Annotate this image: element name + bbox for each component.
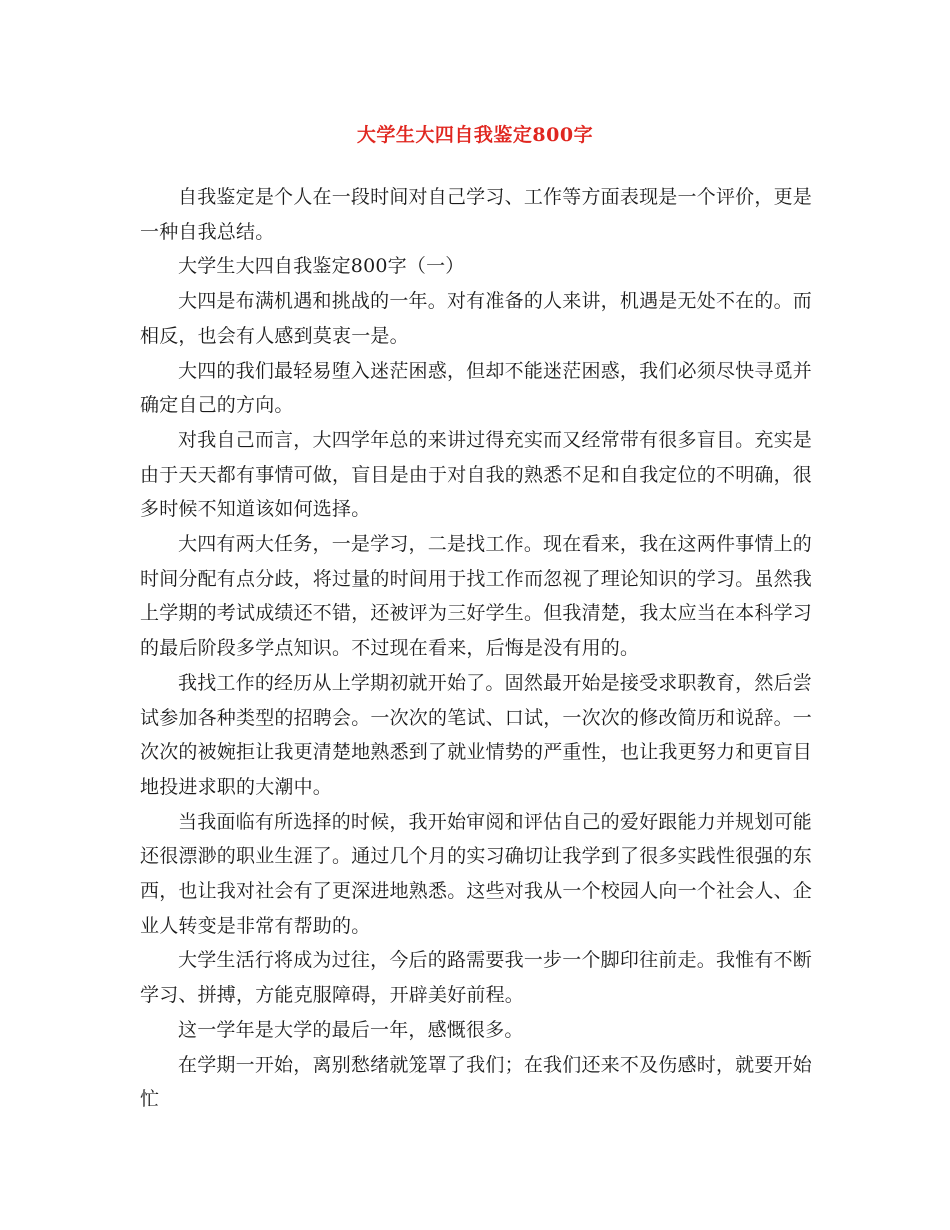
paragraph: 大四的我们最轻易堕入迷茫困惑，但却不能迷茫困惑，我们必须尽快寻觅并确定自己的方向。 — [140, 359, 812, 417]
paragraph: 大四是布满机遇和挑战的一年。对有准备的人来讲，机遇是无处不在的。而相反，也会有人感到莫衷一是。 — [140, 290, 812, 347]
paragraph: 当我面临有所选择的时候，我开始审阅和评估自己的爱好跟能力并规划可能还很漂渺的职业生涯了。通过几个月的实习确切让我学到了很多实践性很强的东西，也让我对社会有了更深进地熟悉。这些对我从一个校园人向一个社会人、企业人转变是非常有帮助的。 — [140, 810, 813, 937]
document-title: 大学生大四自我鉴定800字 — [356, 124, 594, 146]
paragraph: 大四有两大任务，一是学习，二是找工作。现在看来，我在这两件事情上的时间分配有点分歧，将过量的时间用于找工作而忽视了理论知识的学习。虽然我上学期的考试成绩还不错，还被评为三好学生。但我清楚，我太应当在本科学习的最后阶段多学点知识。不过现在看来，后悔是没有用的。 — [140, 533, 813, 660]
paragraph-section-heading: 大学生大四自我鉴定800字（一） — [178, 255, 465, 278]
paragraph: 在学期一开始，离别愁绪就笼罩了我们；在我们还来不及伤感时，就要开始忙 — [140, 1053, 812, 1111]
paragraph: 这一学年是大学的最后一年，感慨很多。 — [178, 1018, 524, 1041]
paragraph-intro: 自我鉴定是个人在一段时间对自己学习、工作等方面表现是一个评价，更是一种自我总结。 — [140, 186, 812, 243]
paragraph: 大学生活行将成为过往，今后的路需要我一步一个脚印往前走。我惟有不断学习、拼搏，方能克服障碍，开辟美好前程。 — [140, 949, 812, 1007]
paragraph: 对我自己而言，大四学年总的来讲过得充实而又经常带有很多盲目。充实是由于天天都有事情可做，盲目是由于对自我的熟悉不足和自我定位的不明确，很多时候不知道该如何选择。 — [140, 428, 813, 521]
paragraph: 我找工作的经历从上学期初就开始了。固然最开始是接受求职教育，然后尝试参加各种类型的招聘会。一次次的笔试、口试，一次次的修改简历和说辞。一次次的被婉拒让我更清楚地熟悉到了就业情势的严重性，也让我更努力和更盲目地投进求职的大潮中。 — [140, 671, 813, 798]
document-body — [140, 180, 812, 1117]
